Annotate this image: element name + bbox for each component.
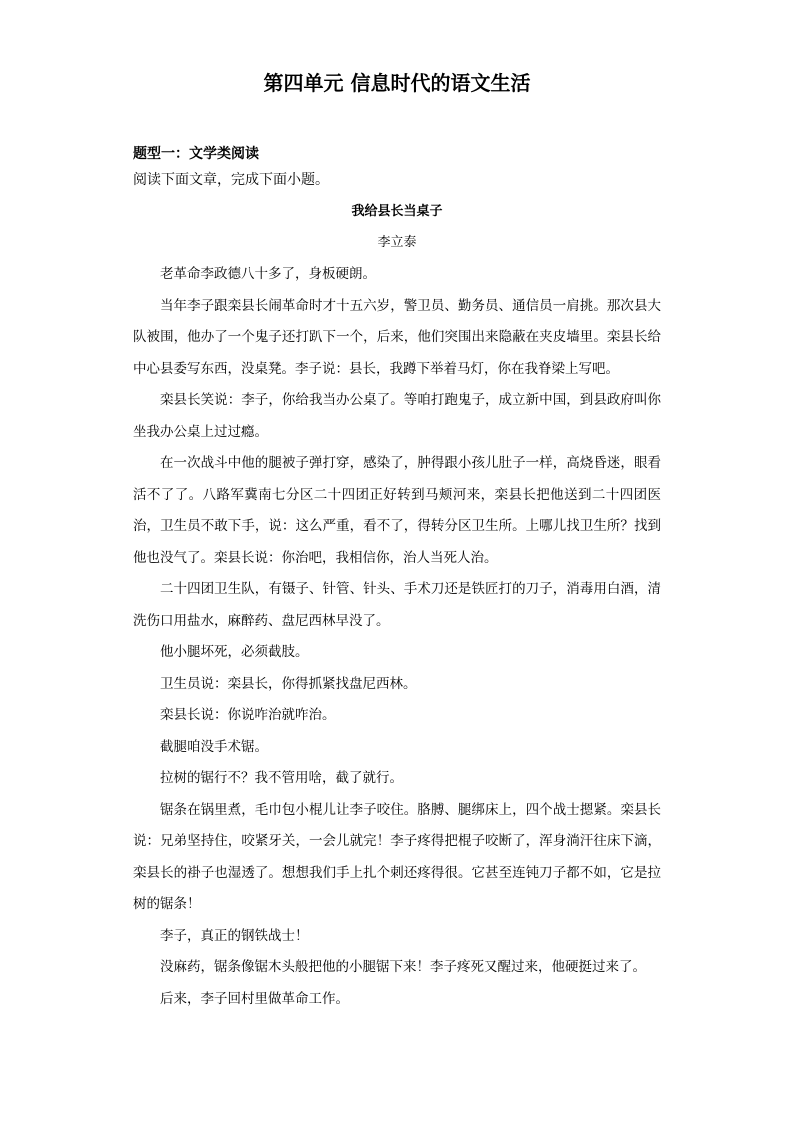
- story-paragraph: 栾县长笑说：李子，你给我当办公桌了。等咱打跑鬼子，成立新中国，到县政府叫你坐我办公桌上过过瘾。: [133, 392, 661, 440]
- story-paragraph: 后来，李子回村里做革命工作。: [160, 990, 349, 1007]
- story-paragraph: 栾县长说：你说咋治就咋治。: [160, 707, 336, 723]
- question-type-heading: 题型一：文学类阅读: [133, 146, 259, 162]
- story-paragraph: 二十四团卫生队，有镊子、针管、针头、手术刀还是铁匠打的刀子，消毒用白酒，清洗伤口用盐水，麻醉药、盘尼西林早没了。: [133, 581, 661, 629]
- story-paragraph: 李子，真正的钢铁战士！: [160, 927, 309, 944]
- story-paragraph: 在一次战斗中他的腿被子弹打穿，感染了，肿得跟小孩儿肚子一样，高烧昏迷，眼看活不了了。八路军冀南七分区二十四团正好转到马颊河来，栾县长把他送到二十四团医治，卫生员不敢下手，说：这么严重，看不了，得转分区卫生所。上哪儿找卫生所？找到他也没气了。栾县长说：你治吧，我相信你，治人当死人治。: [133, 455, 661, 566]
- story-author: 李立泰: [377, 235, 417, 250]
- story-paragraph: 老革命李政德八十多了，身板硬朗。: [160, 266, 376, 282]
- story-title: 我给县长当桌子: [351, 204, 443, 219]
- story-paragraph: 拉树的锯行不？我不管用啥，截了就行。: [160, 770, 403, 786]
- story-paragraph: 当年李子跟栾县长闹革命时才十五六岁，警卫员、勤务员、通信员一肩挑。那次县大队被围，他办了一个鬼子还打趴下一个，后来，他们突围出来隐蔽在夹皮墙里。栾县长给中心县委写东西，没桌凳。李子说：县长，我蹲下举着马灯，你在我脊梁上写吧。: [133, 297, 661, 377]
- story-paragraph: 没麻药，锯条像锯木头般把他的小腿锯下来！李子疼死又醒过来，他硬挺过来了。: [160, 959, 646, 975]
- story-paragraph: 他小腿坏死，必须截肢。: [160, 644, 309, 660]
- story-paragraph: 锯条在锅里煮，毛巾包小棍儿让李子咬住。胳膊、腿绑床上，四个战士摁紧。栾县长说：兄弟坚持住，咬紧牙关，一会儿就完！李子疼得把棍子咬断了，浑身淌汗往床下滴，栾县长的褂子也湿透了。想想我们手上扎个刺还疼得很。它甚至连钝刀子都不如，它是拉树的锯条！: [133, 801, 661, 912]
- unit-title: 第四单元 信息时代的语文生活: [263, 71, 531, 95]
- story-body: [133, 259, 661, 1015]
- story-paragraph: 卫生员说：栾县长，你得抓紧找盘尼西林。: [160, 675, 417, 692]
- reading-instruction: 阅读下面文章，完成下面小题。: [133, 172, 329, 188]
- story-paragraph: 截腿咱没手术锯。: [160, 738, 268, 755]
